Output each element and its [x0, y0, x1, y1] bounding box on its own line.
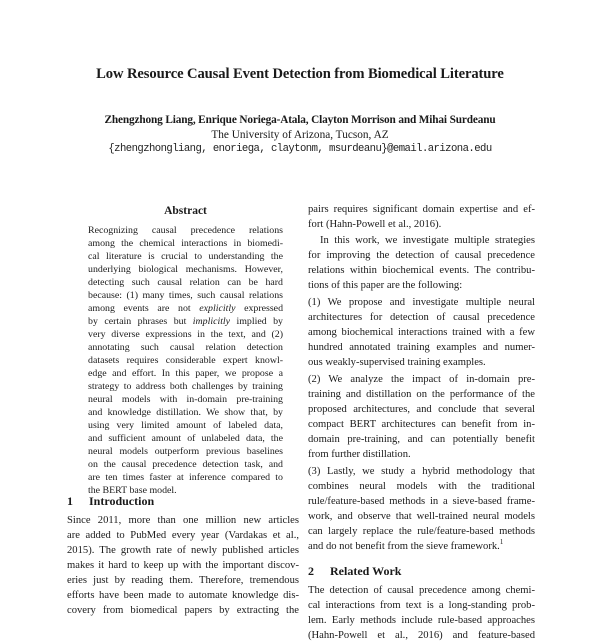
contribution-line: compact BERT architectures can benefit from in-	[308, 419, 535, 430]
abstract-line: detecting such causal relation can be hard	[88, 277, 283, 288]
paper-title: Low Resource Causal Event Detection from Biomedical Literature	[96, 66, 504, 82]
abstract-line: neural models with in-domain pre-training	[88, 394, 283, 405]
abstract-line: using very limited amount of labeled data,	[88, 420, 283, 431]
abstract-line: are ten times faster at inference compared to	[88, 472, 283, 483]
related-line: cal interactions from text is a long-standing prob-	[308, 600, 535, 611]
intro-line: efforts have been made to automate knowledge dis-	[67, 590, 299, 601]
body-line: relations within biochemical events. The contribu-	[308, 265, 535, 276]
abstract-line: strategy to address both challenges by training	[88, 381, 283, 392]
abstract-line: cal literature is crucial to understanding the	[88, 251, 283, 262]
intro-line: Since 2011, more than one million new articles	[67, 515, 299, 526]
contribution-line: domain pre-training, and can potentially benefit	[308, 434, 535, 445]
contribution-line: among biochemical interactions trained with a few	[308, 327, 535, 338]
section-heading-related-work	[308, 564, 401, 579]
abstract-line: by certain phrases but implicitly implied by	[88, 316, 283, 327]
related-line: The detection of causal precedence among chemi-	[308, 585, 535, 596]
contribution-line: hundred annotated training examples and numer-	[308, 342, 535, 353]
section-title: Introduction	[89, 494, 155, 508]
abstract-line: among the chemical interactions in biomedi-	[88, 238, 283, 249]
author-list: Zhengzhong Liang, Enrique Noriega-Atala, Clayton Morrison and Mihai Surdeanu	[104, 114, 496, 126]
author-emails: {zhengzhongliang, enoriega, claytonm, msurdeanu}@email.arizona.edu	[108, 143, 492, 155]
contribution-line: work, and observe that well-trained neural models	[308, 511, 535, 522]
abstract-line: underlying biological mechanisms. However,	[88, 264, 283, 275]
section-number: 1	[67, 494, 73, 508]
abstract-line: Recognizing causal precedence relations	[88, 225, 283, 236]
related-line: (Hahn-Powell et al., 2016) and feature-based	[308, 630, 535, 641]
abstract-line: and sufficient amount of unlabeled data, the	[88, 433, 283, 444]
intro-line: covery from biomedical papers by extracting the	[67, 605, 299, 616]
body-line: In this work, we investigate multiple strategies	[320, 235, 535, 246]
body-line: pairs requires significant domain expertise and ef-	[308, 204, 535, 215]
body-line: fort (Hahn-Powell et al., 2016).	[308, 219, 442, 230]
abstract-line: neural models outperform previous baselines	[88, 446, 283, 457]
contribution-line: rule/feature-based methods in a sieve-based frame-	[308, 496, 535, 507]
related-line: lem. Early methods include rule-based approaches	[308, 615, 535, 626]
footnote-marker[interactable]: 1	[499, 538, 504, 546]
contribution-line: combines neural models with the traditional	[308, 481, 535, 492]
intro-line: eries just by reading them. Therefore, tremendous	[67, 575, 299, 586]
abstract-line: edge and effort. In this paper, we propose a	[88, 368, 283, 379]
abstract-line: datasets requires considerable expert knowl-	[88, 355, 283, 366]
contribution-line: ous weakly-supervised training examples.	[308, 357, 486, 368]
abstract-heading: Abstract	[164, 205, 207, 217]
section-title: Related Work	[330, 564, 402, 578]
abstract-line: annotating such causal relation detection	[88, 342, 283, 353]
abstract-line: very diverse expressions in the text, and (2)	[88, 329, 283, 340]
abstract-line: among events are not explicitly expressed	[88, 303, 284, 314]
contribution-line: architectures for detection of causal precedence	[308, 312, 535, 323]
contribution-line: (2) We analyze the impact of in-domain pre-	[308, 374, 535, 385]
section-number: 2	[308, 564, 314, 578]
contribution-line: proposed architectures, and conclude that several	[308, 404, 535, 415]
contribution-line: can largely replace the rule/feature-based methods	[308, 526, 535, 537]
abstract-line: on the causal precedence detection task, and	[88, 459, 283, 470]
contribution-line: (1) We propose and investigate multiple neural	[308, 297, 535, 308]
affiliation: The University of Arizona, Tucson, AZ	[211, 129, 389, 141]
abstract-line: because: (1) many times, such causal relations	[88, 290, 283, 301]
contribution-line: (3) Lastly, we study a hybrid methodology that	[308, 466, 535, 477]
contribution-line: training and distillation on the performance of the	[308, 389, 535, 400]
intro-line: makes it hard to keep up with the important discov-	[67, 560, 299, 571]
abstract-line: the BERT base model.	[88, 485, 177, 496]
abstract-line: and knowledge distillation. We show that, by	[88, 407, 283, 418]
body-line: tions of this paper are the following:	[308, 280, 463, 291]
section-heading-introduction	[67, 494, 154, 509]
intro-line: are added to PubMed every year (Vardakas et al.,	[67, 530, 299, 541]
contribution-line	[308, 538, 535, 553]
contribution-text: and do not benefit from the sieve framework.	[308, 541, 500, 552]
body-line: for improving the detection of causal precedence	[308, 250, 535, 261]
contribution-line: from further distillation.	[308, 449, 411, 460]
intro-line: 2015). The growth rate of newly published articles	[67, 545, 299, 556]
